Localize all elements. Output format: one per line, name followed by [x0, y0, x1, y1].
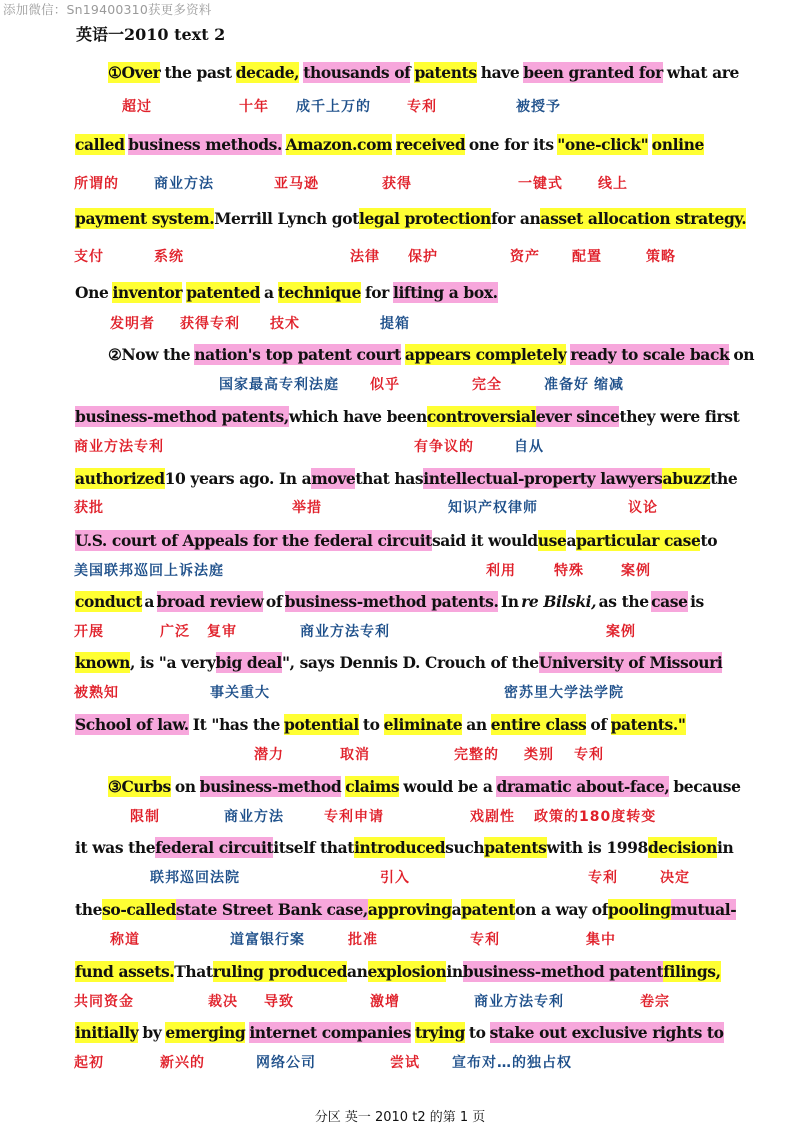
chinese-gloss: 商业方法专利 — [74, 439, 164, 455]
plain-text: In — [500, 591, 519, 611]
gloss-line — [74, 96, 760, 118]
plain-text: that has — [355, 468, 424, 488]
plain-text: for — [364, 282, 389, 302]
chinese-gloss: 提箱 — [380, 316, 410, 332]
chinese-gloss: 案例 — [606, 624, 636, 640]
chinese-gloss: 利用 — [486, 563, 516, 579]
plain-text: the — [75, 899, 103, 919]
plain-text: a — [566, 530, 577, 550]
chinese-gloss: 集中 — [586, 932, 616, 948]
gloss-line — [74, 560, 760, 582]
highlight-pink: U.S. court of Appeals for the federal circuit — [75, 530, 432, 550]
highlight-pink: been granted for — [523, 62, 663, 82]
gloss-line — [74, 1052, 760, 1074]
chinese-gloss: 批准 — [348, 932, 378, 948]
chinese-gloss: 策略 — [646, 249, 676, 265]
chinese-gloss: 商业方法专利 — [474, 994, 564, 1010]
chinese-gloss: 举措 — [292, 500, 322, 516]
plain-text: One — [75, 282, 109, 302]
chinese-gloss: 系统 — [154, 249, 184, 265]
chinese-gloss: 决定 — [660, 870, 690, 886]
english-line — [75, 958, 721, 984]
highlight-pink: thousands of — [303, 62, 411, 82]
document-title: 英语一2010 text 2 — [76, 25, 226, 44]
highlight-yellow: online — [651, 134, 704, 154]
chinese-gloss: 知识产权律师 — [448, 500, 538, 516]
highlight-yellow: decade, — [235, 62, 300, 82]
highlight-yellow: particular case — [576, 530, 701, 550]
gloss-line — [74, 867, 760, 889]
highlight-yellow: trying — [414, 1022, 465, 1042]
plain-text: they were first — [619, 406, 740, 426]
english-line — [108, 59, 739, 85]
chinese-gloss: 密苏里大学法学院 — [504, 685, 624, 701]
highlight-yellow: potential — [284, 714, 359, 734]
plain-text: by — [142, 1022, 162, 1042]
english-line — [75, 527, 718, 553]
chinese-gloss: 资产 — [510, 249, 540, 265]
chinese-gloss: 商业方法专利 — [300, 624, 390, 640]
gloss-line — [74, 682, 760, 704]
gloss-line — [74, 173, 760, 195]
chinese-gloss: 复审 — [207, 624, 237, 640]
chinese-gloss: 限制 — [130, 809, 160, 825]
chinese-gloss: 似乎 — [370, 377, 400, 393]
highlight-yellow: initially — [75, 1022, 139, 1042]
chinese-gloss: 尝试 — [390, 1055, 420, 1071]
plain-text: as the — [598, 591, 649, 611]
chinese-gloss: 准备好 — [544, 377, 589, 393]
plain-text: with is 1998 — [546, 837, 648, 857]
highlight-yellow: entire class — [490, 714, 587, 734]
gloss-line — [74, 497, 760, 519]
highlight-yellow: introduced — [354, 837, 446, 857]
gloss-line — [74, 806, 760, 828]
highlight-pink: ready to scale back — [570, 344, 730, 364]
chinese-gloss: 国家最高专利法庭 — [219, 377, 339, 393]
chinese-gloss: 宣布对…的独占权 — [452, 1055, 572, 1071]
highlight-pink: internet companies — [249, 1022, 411, 1042]
chinese-gloss: 道富银行案 — [230, 932, 305, 948]
highlight-pink: business methods. — [128, 134, 283, 154]
chinese-gloss: 特殊 — [554, 563, 584, 579]
highlight-pink: broad review — [156, 591, 264, 611]
chinese-gloss: 线上 — [598, 176, 628, 192]
chinese-gloss: 自从 — [514, 439, 544, 455]
chinese-gloss: 案例 — [621, 563, 651, 579]
plain-text: on — [733, 344, 755, 364]
chinese-gloss: 商业方法 — [154, 176, 214, 192]
chinese-gloss: 成千上万的 — [296, 99, 371, 115]
plain-text: Merrill Lynch got — [214, 208, 359, 228]
chinese-gloss: 潜力 — [254, 747, 284, 763]
highlight-yellow: Amazon.com — [285, 134, 393, 154]
english-line — [75, 649, 723, 675]
english-line — [108, 773, 741, 799]
highlight-pink: business-method patents. — [284, 591, 499, 611]
chinese-gloss: 美国联邦巡回上诉法庭 — [74, 563, 224, 579]
plain-text: It "has the — [192, 714, 280, 734]
highlight-yellow: fund assets. — [75, 961, 175, 981]
highlight-pink: nation's top patent court — [194, 344, 401, 364]
plain-text: said it would — [431, 530, 538, 550]
chinese-gloss: 专利 — [407, 99, 437, 115]
plain-text: in — [717, 837, 734, 857]
chinese-gloss: 广泛 — [160, 624, 190, 640]
plain-text: , is "a very — [129, 652, 216, 672]
highlight-pink: move — [311, 468, 356, 488]
highlight-pink: mutual- — [670, 899, 737, 919]
plain-text: to — [362, 714, 380, 734]
english-line — [75, 205, 747, 231]
plain-text: for an — [490, 208, 541, 228]
plain-text: in — [446, 961, 463, 981]
highlight-pink: state Street Bank case, — [175, 899, 368, 919]
chinese-gloss: 导致 — [264, 994, 294, 1010]
highlight-yellow: technique — [277, 282, 361, 302]
chinese-gloss: 卷宗 — [640, 994, 670, 1010]
highlight-yellow: payment system. — [75, 208, 215, 228]
chinese-gloss: 被熟知 — [74, 685, 119, 701]
highlight-yellow: eliminate — [383, 714, 463, 734]
gloss-line — [74, 991, 760, 1013]
highlight-yellow: so-called — [102, 899, 176, 919]
chinese-gloss: 戏剧性 — [470, 809, 515, 825]
highlight-yellow: appears completely — [404, 344, 567, 364]
gloss-line — [74, 374, 760, 396]
highlight-yellow: patents — [484, 837, 547, 857]
plain-text: it was the — [75, 837, 156, 857]
chinese-gloss: 起初 — [74, 1055, 104, 1071]
english-line — [75, 131, 704, 157]
plain-text: which have been — [288, 406, 427, 426]
chinese-gloss: 技术 — [270, 316, 300, 332]
plain-text: of — [265, 591, 283, 611]
gloss-line — [74, 436, 760, 458]
plain-text: an — [347, 961, 368, 981]
highlight-yellow: decision — [647, 837, 717, 857]
chinese-gloss: 专利申请 — [324, 809, 384, 825]
plain-text: re Bilski, — [521, 591, 597, 611]
highlight-yellow: use — [537, 530, 567, 550]
chinese-gloss: 开展 — [74, 624, 104, 640]
highlight-pink: intellectual-property lawyers — [423, 468, 663, 488]
plain-text: ②Now the — [108, 344, 191, 364]
chinese-gloss: 超过 — [122, 99, 152, 115]
highlight-pink: business-method — [199, 776, 342, 796]
chinese-gloss: 支付 — [74, 249, 104, 265]
highlight-pink: big deal — [215, 652, 282, 672]
plain-text: to — [700, 530, 718, 550]
highlight-yellow: asset allocation strategy. — [540, 208, 747, 228]
plain-text: itself that — [273, 837, 355, 857]
chinese-gloss: 法律 — [350, 249, 380, 265]
highlight-yellow: ruling produced — [212, 961, 348, 981]
highlight-yellow: abuzz — [662, 468, 711, 488]
chinese-gloss: 称道 — [110, 932, 140, 948]
chinese-gloss: 专利 — [588, 870, 618, 886]
highlight-yellow: explosion — [367, 961, 447, 981]
highlight-yellow: known — [75, 652, 130, 672]
chinese-gloss: 专利 — [574, 747, 604, 763]
highlight-yellow: inventor — [112, 282, 183, 302]
plain-text: on — [174, 776, 196, 796]
highlight-yellow: "one-click" — [557, 134, 649, 154]
plain-text: is — [690, 591, 704, 611]
highlight-yellow: legal protection — [358, 208, 491, 228]
highlight-yellow: patented — [186, 282, 261, 302]
plain-text: a — [264, 282, 274, 302]
english-line — [75, 588, 704, 614]
plain-text: a — [451, 899, 462, 919]
chinese-gloss: 专利 — [470, 932, 500, 948]
chinese-gloss: 保护 — [408, 249, 438, 265]
highlight-pink: business-method patent — [462, 961, 664, 981]
plain-text: such — [445, 837, 485, 857]
chinese-gloss: 发明者 — [110, 316, 155, 332]
plain-text: the past — [164, 62, 232, 82]
english-line — [75, 465, 738, 491]
highlight-yellow: emerging — [165, 1022, 246, 1042]
highlight-pink: School of law. — [75, 714, 189, 734]
chinese-gloss: 配置 — [572, 249, 602, 265]
plain-text: That — [174, 961, 213, 981]
plain-text: of — [590, 714, 607, 734]
chinese-gloss: 缩减 — [594, 377, 624, 393]
plain-text: ", says Dennis D. Crouch of the — [281, 652, 539, 672]
highlight-pink: dramatic about-face, — [496, 776, 670, 796]
chinese-gloss: 取消 — [340, 747, 370, 763]
highlight-yellow: ①Over — [108, 62, 161, 82]
chinese-gloss: 新兴的 — [160, 1055, 205, 1071]
highlight-yellow: claims — [345, 776, 400, 796]
highlight-pink: ever since — [535, 406, 620, 426]
english-line — [75, 279, 704, 305]
highlight-yellow: received — [395, 134, 466, 154]
english-line — [75, 711, 704, 737]
plain-text: one for its — [468, 134, 554, 154]
plain-text: would be a — [403, 776, 493, 796]
highlight-yellow: patents — [414, 62, 477, 82]
chinese-gloss: 商业方法 — [224, 809, 284, 825]
highlight-yellow: filings, — [663, 961, 721, 981]
chinese-gloss: 引入 — [380, 870, 410, 886]
plain-text: an — [466, 714, 487, 734]
highlight-pink: lifting a box. — [392, 282, 498, 302]
highlight-pink: business-method patents, — [75, 406, 289, 426]
plain-text: a — [144, 591, 155, 611]
english-line — [75, 403, 740, 429]
plain-text: because — [673, 776, 741, 796]
highlight-yellow: pooling — [608, 899, 671, 919]
gloss-line — [74, 313, 760, 335]
chinese-gloss: 共同资金 — [74, 994, 134, 1010]
page-footer: 分区 英一 2010 t2 的第 1 页 — [314, 1110, 486, 1125]
highlight-yellow: called — [75, 134, 125, 154]
chinese-gloss: 议论 — [628, 500, 658, 516]
chinese-gloss: 获得 — [382, 176, 412, 192]
highlight-yellow: ③Curbs — [108, 776, 171, 796]
chinese-gloss: 获得专利 — [180, 316, 240, 332]
plain-text: have — [480, 62, 520, 82]
chinese-gloss: 亚马逊 — [274, 176, 319, 192]
highlight-pink: stake out exclusive rights to — [489, 1022, 724, 1042]
plain-text: 10 years ago. In a — [164, 468, 312, 488]
english-line — [75, 1019, 724, 1045]
chinese-gloss: 有争议的 — [414, 439, 474, 455]
highlight-yellow: patents." — [610, 714, 686, 734]
watermark: 添加微信：Sn19400310获更多资料 — [3, 2, 212, 17]
chinese-gloss: 网络公司 — [256, 1055, 316, 1071]
chinese-gloss: 联邦巡回法院 — [150, 870, 240, 886]
highlight-yellow: patent — [461, 899, 516, 919]
gloss-line — [74, 929, 760, 951]
chinese-gloss: 完整的 — [454, 747, 499, 763]
chinese-gloss: 政策的180度转变 — [534, 809, 657, 825]
gloss-line — [74, 621, 760, 643]
highlight-yellow: conduct — [75, 591, 142, 611]
chinese-gloss: 完全 — [472, 377, 502, 393]
highlight-yellow: controversial — [426, 406, 536, 426]
chinese-gloss: 十年 — [239, 99, 269, 115]
english-line — [75, 896, 737, 922]
highlight-pink: University of Missouri — [538, 652, 723, 672]
highlight-pink: case — [651, 591, 688, 611]
chinese-gloss: 所谓的 — [74, 176, 119, 192]
chinese-gloss: 一键式 — [518, 176, 563, 192]
gloss-line — [74, 744, 760, 766]
chinese-gloss: 裁决 — [208, 994, 238, 1010]
highlight-pink: federal circuit — [155, 837, 274, 857]
highlight-yellow: authorized — [75, 468, 165, 488]
plain-text: the — [710, 468, 738, 488]
chinese-gloss: 激增 — [370, 994, 400, 1010]
plain-text: to — [468, 1022, 486, 1042]
plain-text: on a way of — [515, 899, 608, 919]
gloss-line — [74, 246, 760, 268]
plain-text: what are — [666, 62, 739, 82]
chinese-gloss: 事关重大 — [210, 685, 270, 701]
highlight-yellow: approving — [367, 899, 452, 919]
chinese-gloss: 被授予 — [516, 99, 561, 115]
chinese-gloss: 类别 — [524, 747, 554, 763]
english-line — [108, 341, 755, 367]
chinese-gloss: 获批 — [74, 500, 104, 516]
english-line — [75, 834, 734, 860]
